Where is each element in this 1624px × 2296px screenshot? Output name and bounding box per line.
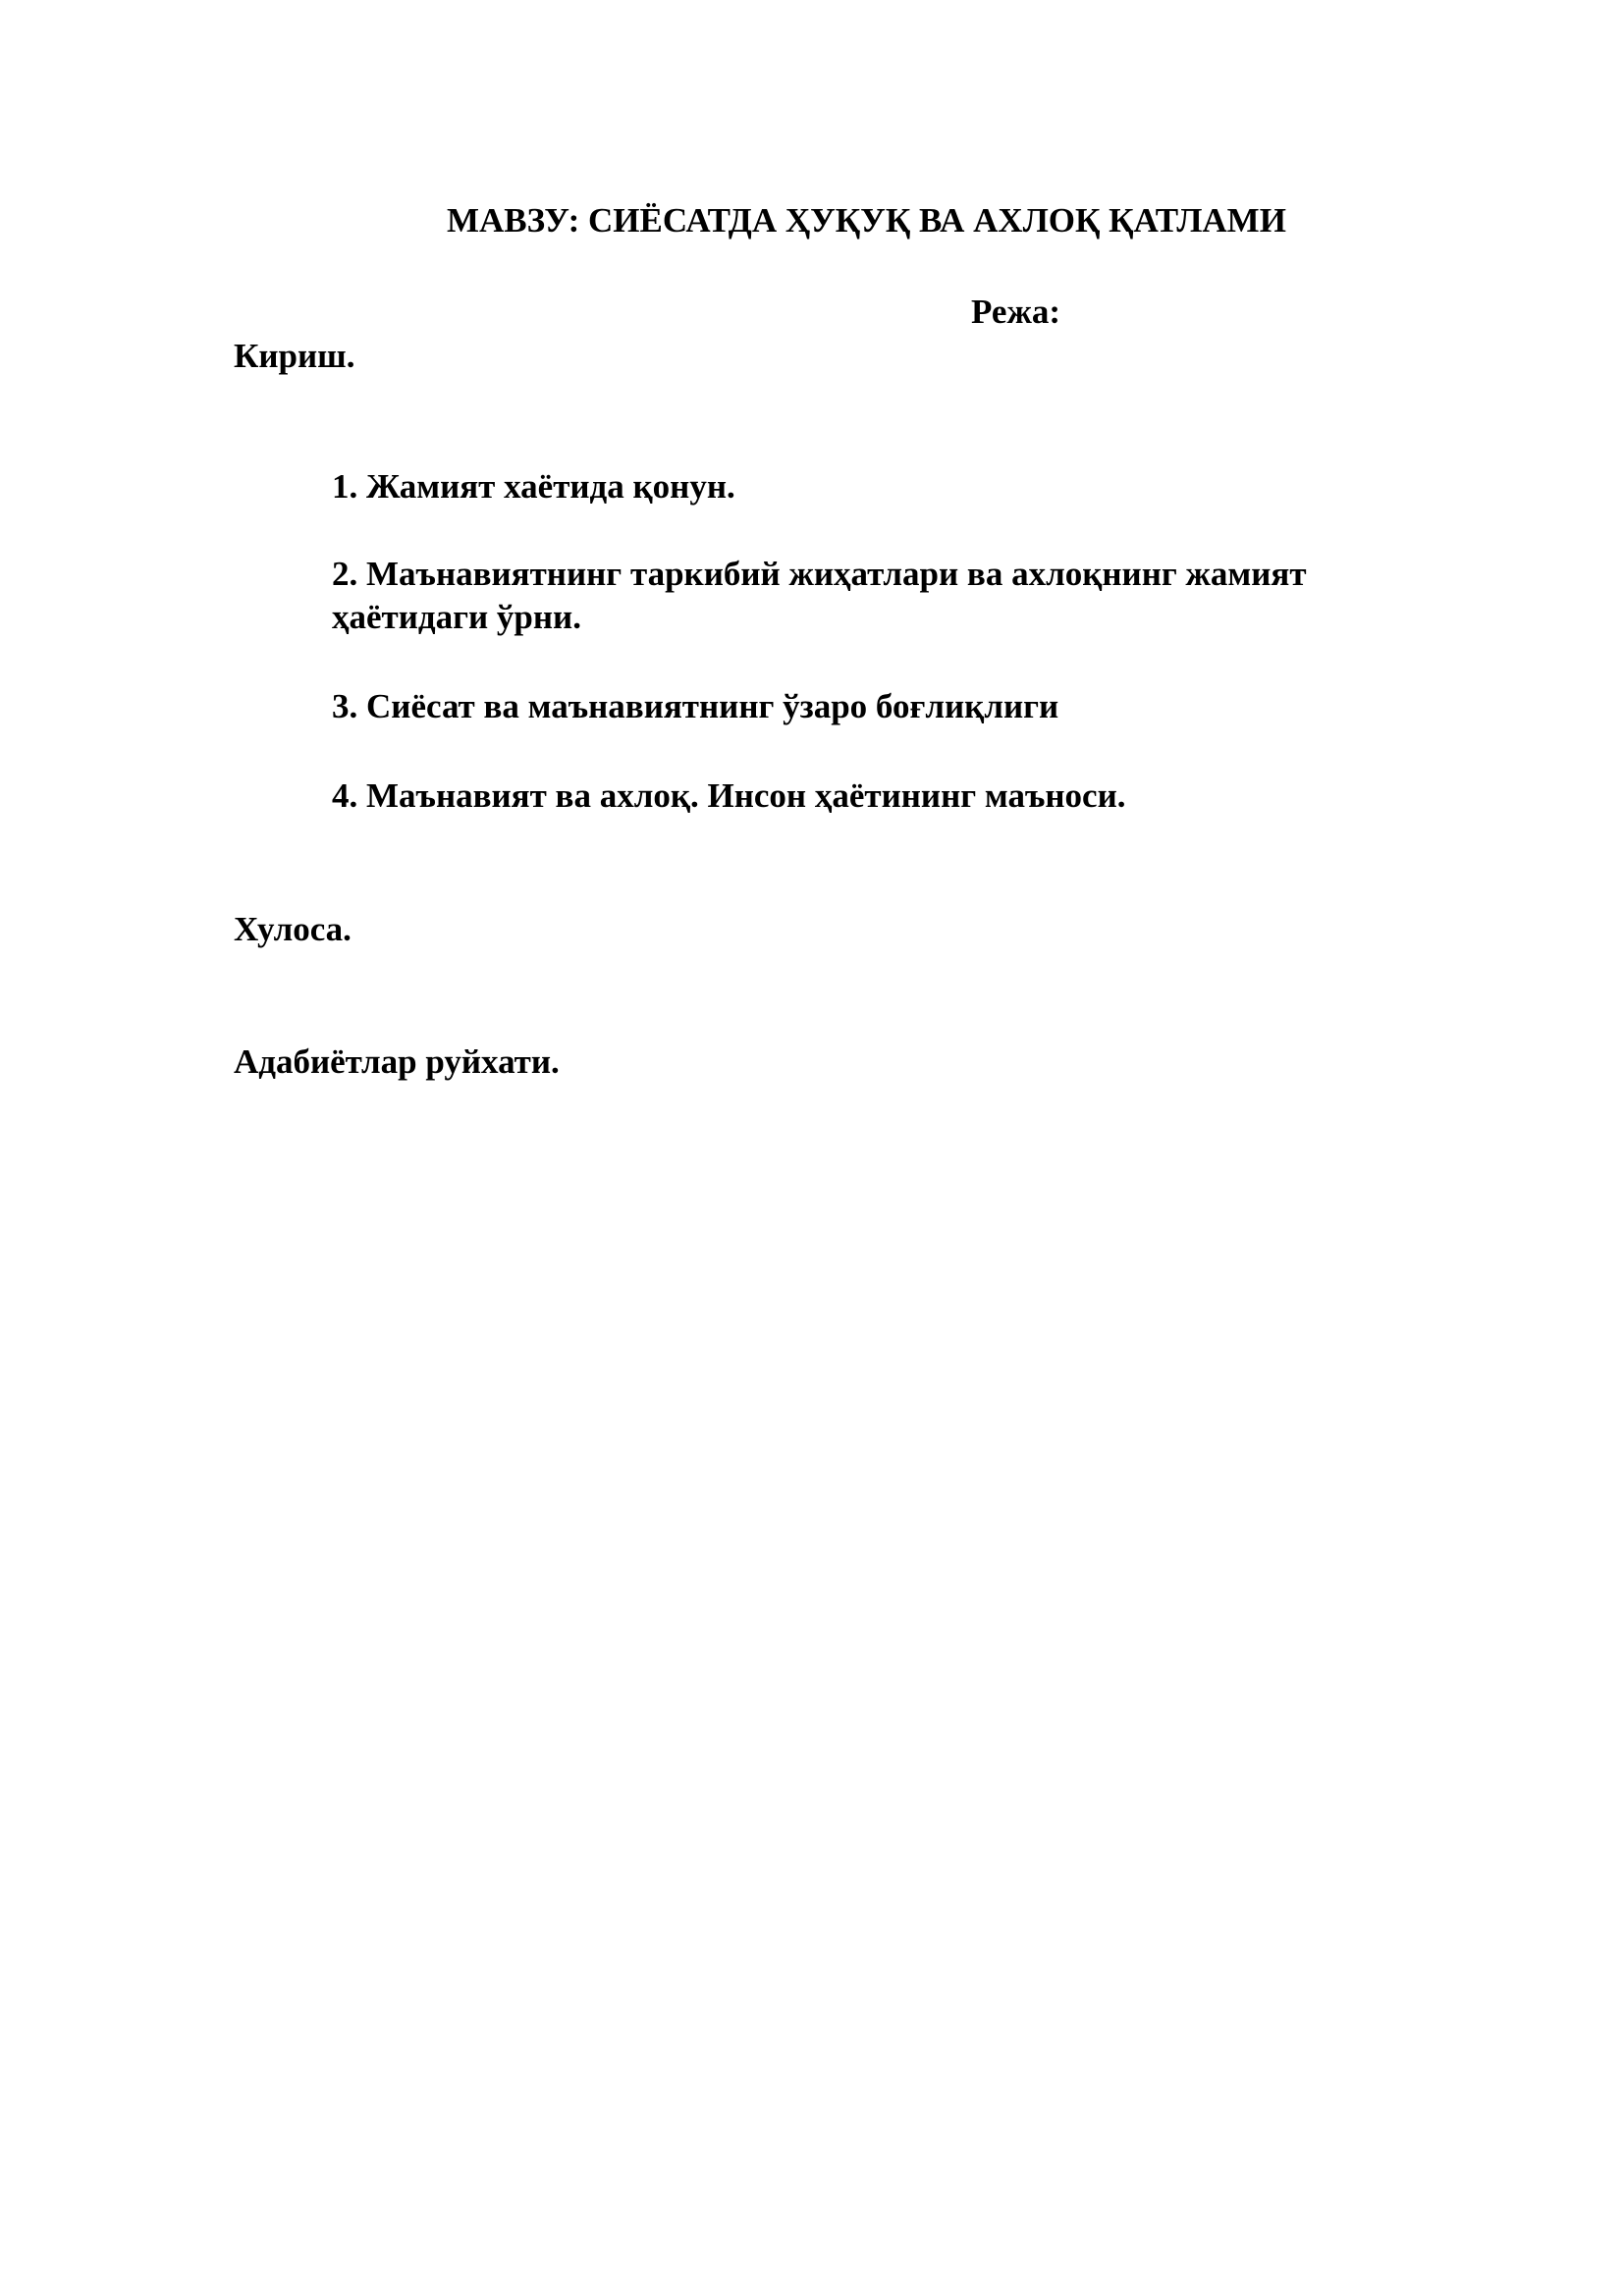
plan-item: 1. Жамият хаётида қонун. [332, 467, 735, 506]
plan-item: 4. Маънавият ва ахлоқ. Инсон ҳаётининг маъноси. [332, 776, 1126, 815]
document-title: МАВЗУ: СИЁСАТДА ҲУҚУҚ ВА АХЛОҚ ҚАТЛАМИ [447, 201, 1286, 240]
plan-item: 3. Сиёсат ва маънавиятнинг ўзаро боғлиқлиги [332, 687, 1059, 725]
plan-label: Режа: [971, 293, 1060, 331]
references-heading: Адабиётлар руйхати. [234, 1042, 560, 1081]
intro-heading: Кириш. [234, 337, 355, 375]
conclusion-heading: Хулоса. [234, 910, 352, 948]
plan-item: 2. Маънавиятнинг таркибий жиҳатлари ва ахлоқнинг жамият ҳаётидаги ўрни. [332, 555, 1307, 636]
